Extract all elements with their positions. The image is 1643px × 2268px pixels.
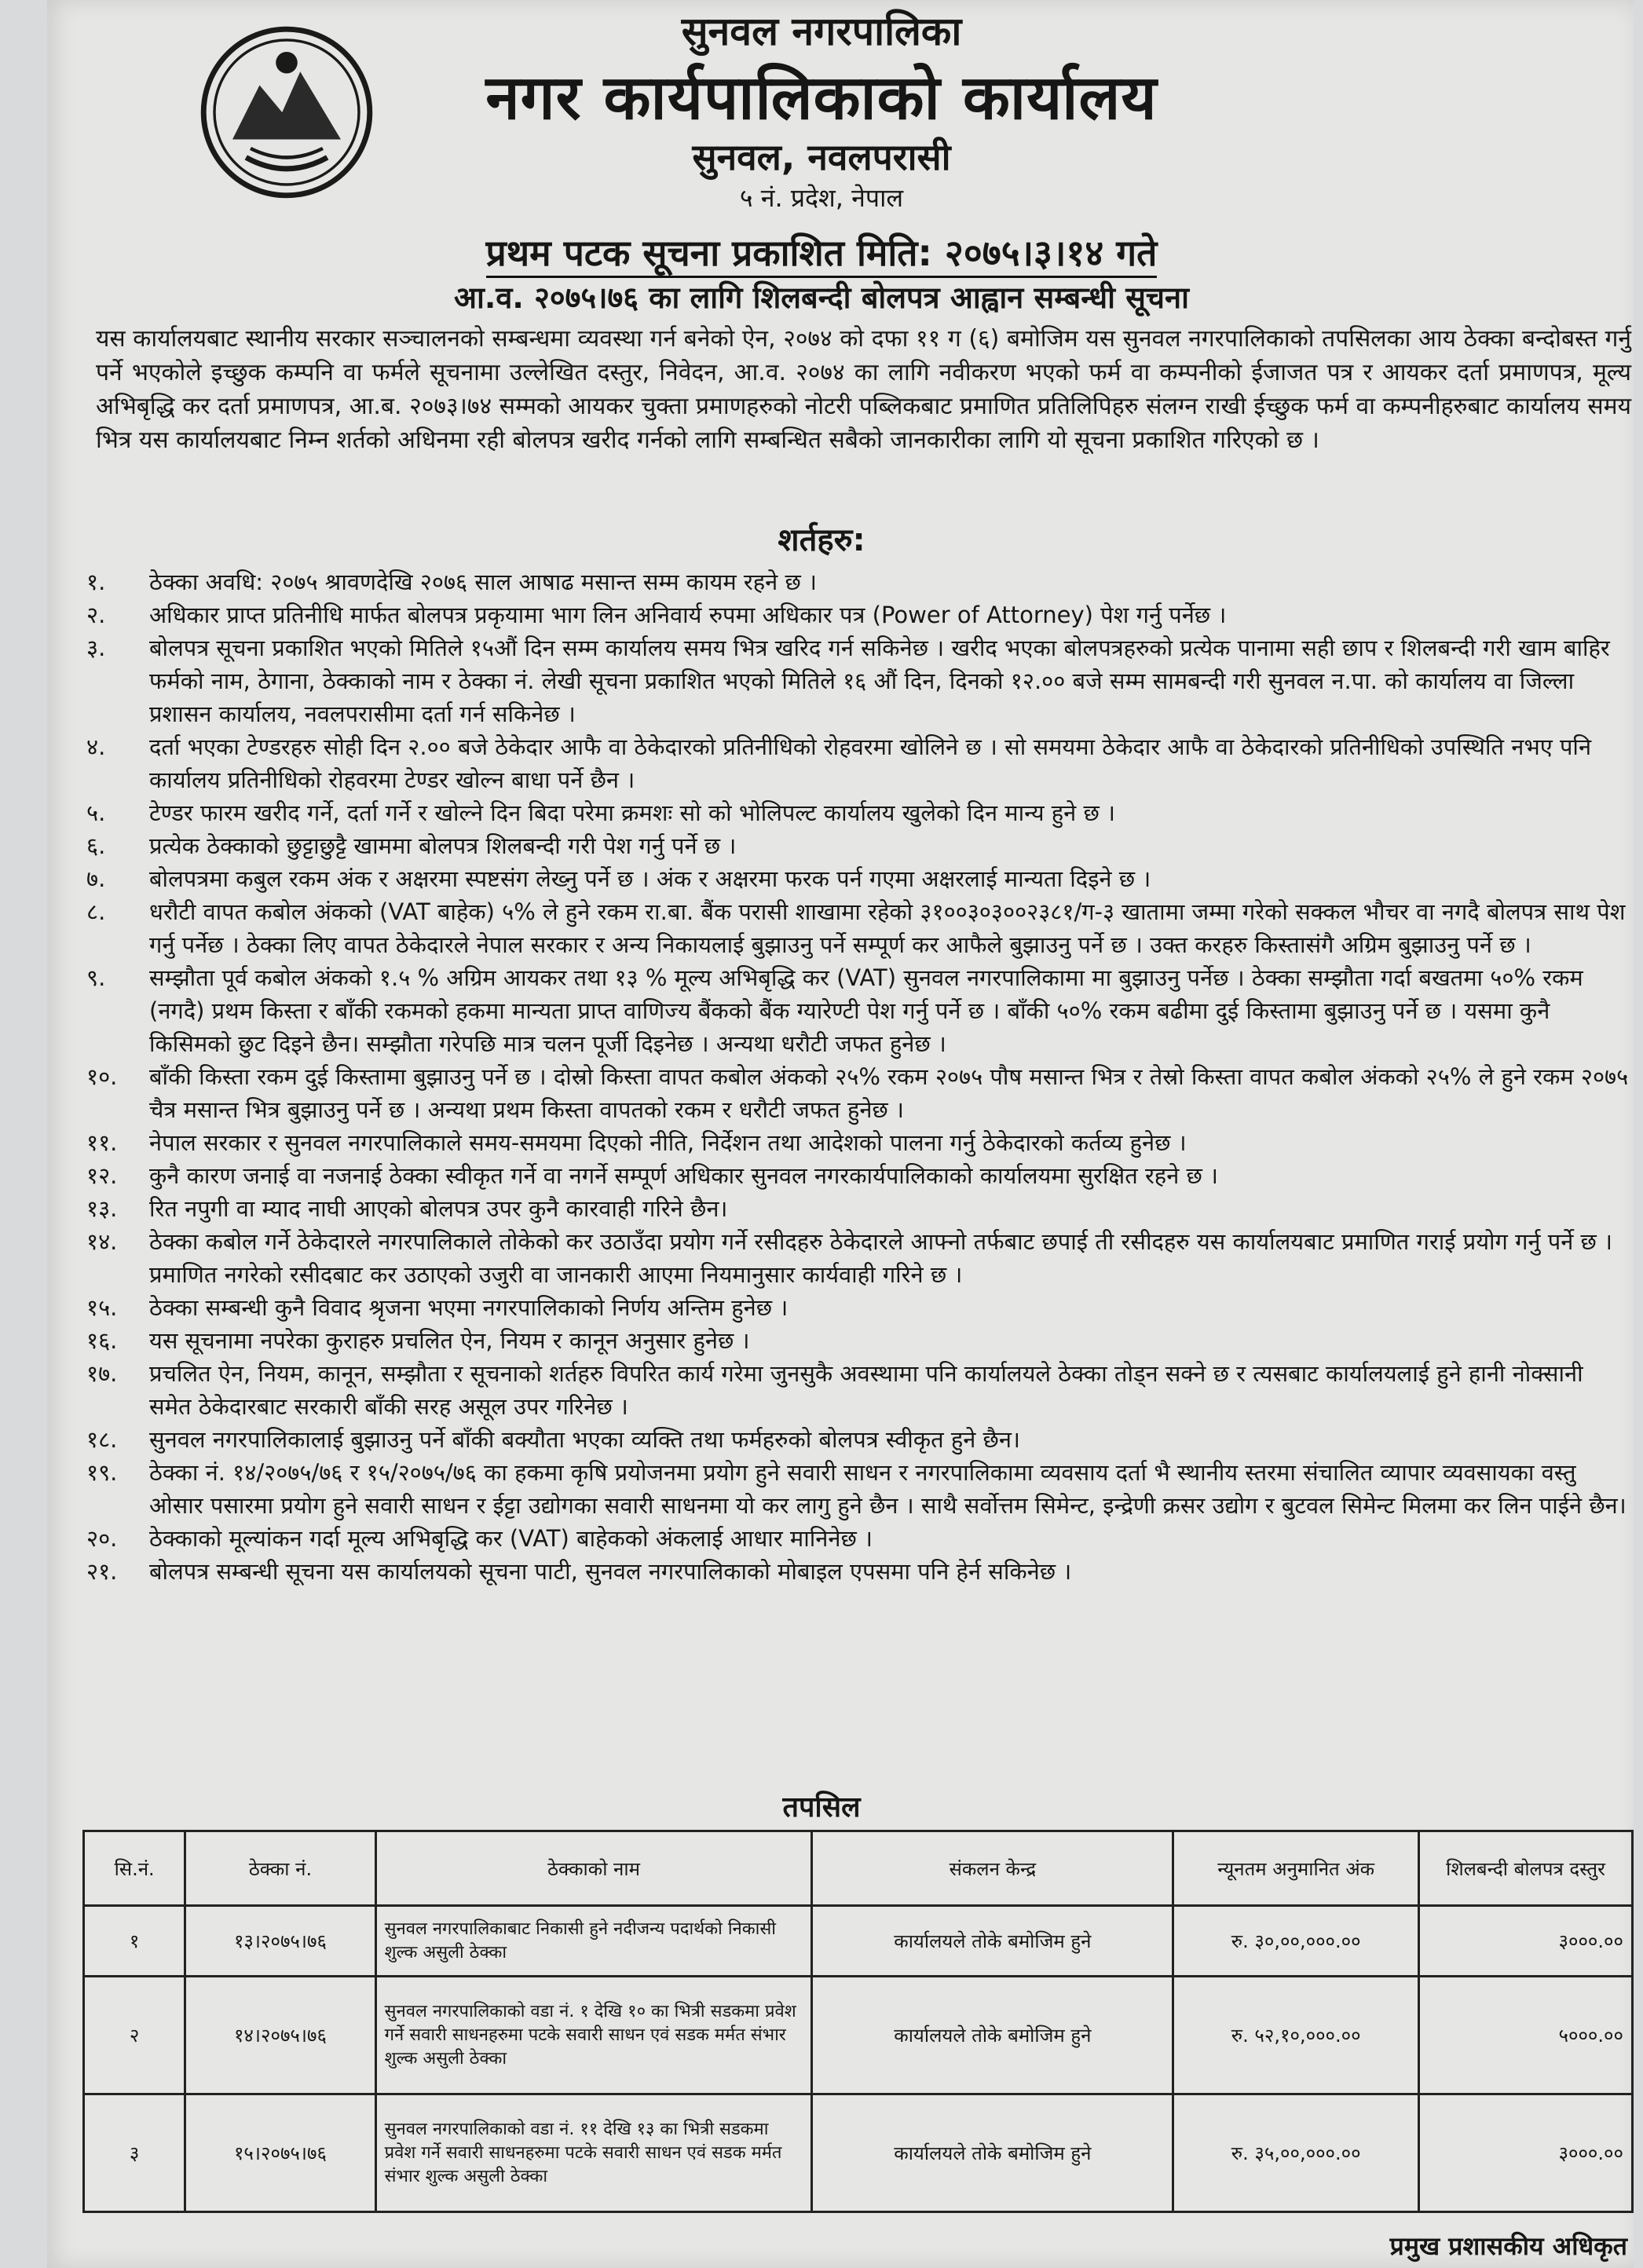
serial-cell: ३: [84, 2094, 185, 2212]
condition-item: [86, 565, 1630, 598]
condition-text: ठेक्काको मूल्यांकन गर्दा मूल्य अभिबृद्धि कर (VAT) बाहेकको अंकलाई आधार मानिनेछ ।: [149, 1525, 873, 1552]
condition-number: ७.: [86, 865, 106, 892]
conditions-title: शर्तहरु:: [778, 522, 865, 558]
condition-item: [86, 1456, 1630, 1522]
schedule-table: [82, 1830, 1634, 2213]
condition-item: [86, 1555, 1630, 1588]
condition-number: १४.: [86, 1228, 118, 1255]
estimated-amount-cell: रु. ५२,१०,०००.००: [1173, 1977, 1419, 2094]
condition-number: १.: [86, 569, 106, 595]
condition-item: [86, 730, 1630, 796]
condition-item: [86, 796, 1630, 829]
condition-item: [86, 1423, 1630, 1456]
condition-item: [86, 1225, 1630, 1291]
condition-number: ४.: [86, 733, 106, 760]
publish-date: [0, 228, 1643, 276]
condition-number: ३.: [86, 635, 106, 661]
condition-number: १२.: [86, 1162, 118, 1189]
table-header-row: [84, 1831, 1633, 1906]
condition-text: सम्झौता पूर्व कबोल अंकको १.५ % अग्रिम आयकर तथा १३ % मूल्य अभिबृद्धि कर (VAT) सुनवल नगरपालिकामा मा बुझाउनु पर्नेछ । ठेक्का सम्झौता गर्दा बखतमा ५०% रकम (नगदै) प्रथम किस्ता र बाँकी रकमको हकमा मान्यता प्राप्त वाणिज्य बैंकको बैंक ग्यारेण्टी पेश गर्नु पर्ने छ । बाँकी ५०% रकम बढीमा दुई किस्तामा बुझाउनु पर्ने छ । यसमा कुनै किसिमको छुट दिइने छैन। सम्झौता गरेपछि मात्र चलन पूर्जी दिइनेछ । अन्यथा धरौटी जफत हुनेछ ।: [149, 964, 1583, 1057]
bid-fee-cell: ५०००.००: [1419, 1977, 1633, 2094]
condition-text: अधिकार प्राप्त प्रतिनीधि मार्फत बोलपत्र प्रकृयामा भाग लिन अनिवार्य रुपमा अधिकार पत्र (Power of Attorney) पेश गर्नु पर्नेछ ।: [149, 602, 1227, 628]
condition-text: बोलपत्र सूचना प्रकाशित भएको मितिले १५औं दिन सम्म कार्यालय समय भित्र खरिद गर्न सकिनेछ । खरीद भएका बोलपत्रहरुको प्रत्येक पानामा सही छाप र शिलबन्दी गरी खाम बाहिर फर्मको नाम, ठेगाना, ठेक्काको नाम र ठेक्का नं. लेखी सूचना प्रकाशित भएको मितिले १६ औं दिन, दिनको १२.०० बजे सम्म सामबन्दी गरी सुनवल न.पा. को कार्यालय वा जिल्ला प्रशासन कार्यालय, नवलपरासीमा दर्ता गर्न सकिनेछ ।: [149, 635, 1610, 727]
bid-fee-cell: ३०००.००: [1419, 1906, 1633, 1977]
table-row: [84, 2094, 1633, 2212]
condition-text: टेण्डर फारम खरीद गर्ने, दर्ता गर्ने र खोल्ने दिन बिदा परेमा क्रमशः सो को भोलिपल्ट कार्यालय खुलेको दिन मान्य हुने छ ।: [149, 799, 1115, 826]
header-cell: शिलबन्दी बोलपत्र दस्तुर: [1419, 1831, 1633, 1906]
serial-cell: २: [84, 1977, 185, 2094]
estimated-amount-cell: रु. ३०,००,०००.००: [1173, 1906, 1419, 1977]
condition-number: १८.: [86, 1426, 118, 1453]
condition-text: नेपाल सरकार र सुनवल नगरपालिकाले समय-समयमा दिएको नीति, निर्देशन तथा आदेशको पालना गर्नु ठेकेदारको कर्तव्य हुनेछ ।: [149, 1129, 1187, 1156]
office-title: नगर कार्यपालिकाको कार्यालय: [485, 63, 1158, 134]
condition-item: [86, 631, 1630, 730]
estimated-amount-cell: रु. ३५,००,०००.००: [1173, 2094, 1419, 2212]
header-cell: ठेक्काको नाम: [375, 1831, 812, 1906]
condition-text: प्रचलित ऐन, नियम, कानून, सम्झौता र सूचनाको शर्तहरु विपरित कार्य गरेमा जुनसुकै अवस्थामा पनि कार्यालयले ठेक्का तोड्न सक्ने छ र त्यसबाट कार्यालयलाई हुने हानी नोक्सानी समेत ठेकेदारबाट सरकारी बाँकी सरह असूल उपर गरिनेछ ।: [149, 1360, 1583, 1420]
condition-number: १३.: [86, 1195, 118, 1222]
collection-center-cell: कार्यालयले तोके बमोजिम हुने: [812, 2094, 1173, 2212]
condition-item: [86, 862, 1630, 895]
condition-item: [86, 1522, 1630, 1555]
condition-number: ६.: [86, 832, 106, 859]
condition-item: [86, 829, 1630, 862]
condition-text: ठेक्का कबोल गर्ने ठेकेदारले नगरपालिकाले तोकेको कर उठाउँदा प्रयोग गर्ने रसीदहरु ठेकेदारले आफ्नो तर्फबाट छपाई ती रसीदहरु यस कार्यालयबाट प्रमाणित गराई प्रयोग गर्नु पर्ने छ । प्रमाणित नगरेको रसीदबाट कर उठाएको उजुरी वा जानकारी आएमा नियमानुसार कार्यवाही गरिने छ ।: [149, 1228, 1613, 1288]
header-cell: संकलन केन्द्र: [812, 1831, 1173, 1906]
condition-text: बोलपत्रमा कबुल रकम अंक र अक्षरमा स्पष्टसंग लेख्नु पर्ने छ । अंक र अक्षरमा फरक पर्न गएमा अक्षरलाई मान्यता दिइने छ ।: [149, 865, 1151, 892]
serial-cell: १: [84, 1906, 185, 1977]
condition-number: १५.: [86, 1294, 118, 1321]
office-location: सुनवल, नवलपरासी: [692, 136, 951, 178]
bid-fee-cell: ३०००.००: [1419, 2094, 1633, 2212]
condition-number: ९.: [86, 964, 106, 991]
condition-text: ठेक्का अवधि: २०७५ श्रावणदेखि २०७६ साल आषाढ मसान्त सम्म कायम रहने छ ।: [149, 569, 818, 595]
condition-number: २.: [86, 602, 106, 628]
condition-number: ५.: [86, 799, 106, 826]
condition-number: २०.: [86, 1525, 118, 1552]
header-cell: न्यूनतम अनुमानित अंक: [1173, 1831, 1419, 1906]
schedule-title: तपसिल: [782, 1791, 861, 1824]
condition-item: [86, 1324, 1630, 1357]
condition-item: [86, 1291, 1630, 1324]
conditions-list: [86, 565, 1630, 1588]
condition-item: [86, 961, 1630, 1060]
condition-number: १६.: [86, 1327, 118, 1354]
contract-number-cell: १५।२०७५।७६: [185, 2094, 375, 2212]
signature-line: प्रमुख प्रशासकीय अधिकृत: [1389, 2231, 1627, 2261]
condition-item: [86, 1159, 1630, 1192]
header-cell: ठेक्का नं.: [185, 1831, 375, 1906]
condition-item: [86, 1357, 1630, 1423]
condition-number: १७.: [86, 1360, 118, 1387]
condition-text: ठेक्का नं. १४/२०७५/७६ र १५/२०७५/७६ का हकमा कृषि प्रयोजनमा प्रयोग हुने सवारी साधन र नगरपालिकामा व्यवसाय दर्ता भै स्थानीय स्तरमा संचालित व्यापार व्यवसायका वस्तु ओसार पसारमा प्रयोग हुने सवारी साधन र ईट्टा उद्योगका सवारी साधनमा यो कर लागु हुने छैन । साथै सर्वोत्तम सिमेन्ट, इन्द्रेणी क्रसर उद्योग र बुटवल सिमेन्ट मिलमा कर लिन पाईने छैन।: [149, 1459, 1627, 1519]
condition-item: [86, 1060, 1630, 1126]
condition-text: प्रत्येक ठेक्काको छुट्टाछुट्टै खाममा बोलपत्र शिलबन्दी गरी पेश गर्नु पर्ने छ ।: [149, 832, 737, 859]
condition-text: रित नपुगी वा म्याद नाघी आएको बोलपत्र उपर कुनै कारवाही गरिने छैन।: [149, 1195, 728, 1222]
collection-center-cell: कार्यालयले तोके बमोजिम हुने: [812, 1906, 1173, 1977]
province-line: ५ नं. प्रदेश, नेपाल: [739, 183, 904, 213]
contract-name-cell: सुनवल नगरपालिकाको वडा नं. ११ देखि १३ का भित्री सडकमा प्रवेश गर्ने सवारी साधनहरुमा पटके सवारी साधन एवं सडक मर्मत संभार शुल्क असुली ठेक्का: [375, 2094, 812, 2212]
condition-text: कुनै कारण जनाई वा नजनाई ठेक्का स्वीकृत गर्ने वा नगर्ने सम्पूर्ण अधिकार सुनवल नगरकार्यपालिकाको कार्यालयमा सुरक्षित रहने छ ।: [149, 1162, 1219, 1189]
notice-subject: आ.व. २०७५।७६ का लागि शिलबन्दी बोलपत्र आह्वान सम्बन्धी सूचना: [454, 280, 1189, 315]
condition-item: [86, 598, 1630, 631]
contract-number-cell: १३।२०७५।७६: [185, 1906, 375, 1977]
table-row: [84, 1977, 1633, 2094]
contract-name-cell: सुनवल नगरपालिकाको वडा नं. १ देखि १० का भित्री सडकमा प्रवेश गर्ने सवारी साधनहरुमा पटके सवारी साधन एवं सडक मर्मत संभार शुल्क असुली ठेक्का: [375, 1977, 812, 2094]
condition-number: ८.: [86, 898, 106, 925]
intro-paragraph: यस कार्यालयबाट स्थानीय सरकार सञ्चालनको सम्बन्धमा व्यवस्था गर्न बनेको ऐन, २०७४ को दफा ११ ग (६) बमोजिम यस सुनवल नगरपालिकाको तपसिलका आय ठेक्का बन्दोबस्त गर्नु पर्ने भएकोले इच्छुक कम्पनि वा फर्मले सूचनामा उल्लेखित दस्तुर, निवेदन, आ.व. २०७४ का लागि नवीकरण भएको फर्म वा कम्पनीको ईजाजत पत्र र आयकर दर्ता प्रमाणपत्र, मूल्य अभिबृद्धि कर दर्ता प्रमाणपत्र, आ.ब. २०७३।७४ सम्मको आयकर चुक्ता प्रमाणहरुको नोटरी पब्लिकबाट प्रमाणित प्रतिलिपिहरु संलग्न राखी ईच्छुक फर्म वा कम्पनीहरुबाट कार्यालय समय भित्र यस कार्यालयबाट निम्न शर्तको अधिनमा रही बोलपत्र खरीद गर्नको लागि सम्बन्धित सबैको जानकारीका लागि यो सूचना प्रकाशित गरिएको छ ।: [96, 325, 1631, 454]
condition-text: यस सूचनामा नपरेका कुराहरु प्रचलित ऐन, नियम र कानून अनुसार हुनेछ ।: [149, 1327, 750, 1354]
condition-text: बाँकी किस्ता रकम दुई किस्तामा बुझाउनु पर्ने छ । दोस्रो किस्ता वापत कबोल अंकको २५% रकम २०७५ पौष मसान्त भित्र र तेस्रो किस्ता वापत कबोल अंकको २५% ले हुने रकम २०७५ चैत्र मसान्त भित्र बुझाउनु पर्ने छ । अन्यथा प्रथम किस्ता वापतको रकम र धरौटी जफत हुनेछ ।: [149, 1063, 1629, 1123]
condition-item: [86, 895, 1630, 961]
publish-date-text: प्रथम पटक सूचना प्रकाशित मिति: २०७५।३।१४ गते: [486, 232, 1158, 278]
condition-text: बोलपत्र सम्बन्धी सूचना यस कार्यालयको सूचना पाटी, सुनवल नगरपालिकाको मोबाइल एपसमा पनि हेर्न सकिनेछ ।: [149, 1558, 1072, 1585]
condition-text: दर्ता भएका टेण्डरहरु सोही दिन २.०० बजे ठेकेदार आफै वा ठेकेदारको प्रतिनीधिको रोहवरमा खोलिने छ । सो समयमा ठेकेदार आफै वा ठेकेदारको प्रतिनीधिको उपस्थिति नभए पनि कार्यालय प्रतिनीधिको रोहवरमा टेण्डर खोल्न बाधा पर्ने छैन ।: [149, 733, 1592, 793]
condition-number: १०.: [86, 1063, 118, 1090]
condition-number: ११.: [86, 1129, 118, 1156]
condition-text: सुनवल नगरपालिकालाई बुझाउनु पर्ने बाँकी बक्यौता भएका व्यक्ति तथा फर्महरुको बोलपत्र स्वीकृत हुने छैन।: [149, 1426, 1020, 1453]
table-row: [84, 1906, 1633, 1977]
header-cell: सि.नं.: [84, 1831, 185, 1906]
condition-number: २१.: [86, 1558, 118, 1585]
collection-center-cell: कार्यालयले तोके बमोजिम हुने: [812, 1977, 1173, 2094]
contract-number-cell: १४।२०७५।७६: [185, 1977, 375, 2094]
condition-item: [86, 1126, 1630, 1159]
contract-name-cell: सुनवल नगरपालिकाबाट निकासी हुने नदीजन्य पदार्थको निकासी शुल्क असुली ठेक्का: [375, 1906, 812, 1977]
condition-number: १९.: [86, 1459, 118, 1486]
condition-text: धरौटी वापत कबोल अंकको (VAT बाहेक) ५% ले हुने रकम रा.बा. बैंक परासी शाखामा रहेको ३१००३०३००२३८१/ग-३ खातामा जम्मा गरेको सक्कल भौचर वा नगदै बोलपत्र साथ पेश गर्नु पर्नेछ । ठेक्का लिए वापत ठेकेदारले नेपाल सरकार र अन्य निकायलाई बुझाउनु पर्ने सम्पूर्ण कर आफैले बुझाउनु पर्ने छ । उक्त करहरु किस्तासंगै अग्रिम बुझाउनु पर्ने छ ।: [149, 898, 1626, 958]
municipality-name: सुनवल नगरपालिका: [681, 9, 962, 54]
condition-item: [86, 1192, 1630, 1225]
condition-text: ठेक्का सम्बन्धी कुनै विवाद श्रृजना भएमा नगरपालिकाको निर्णय अन्तिम हुनेछ ।: [149, 1294, 789, 1321]
